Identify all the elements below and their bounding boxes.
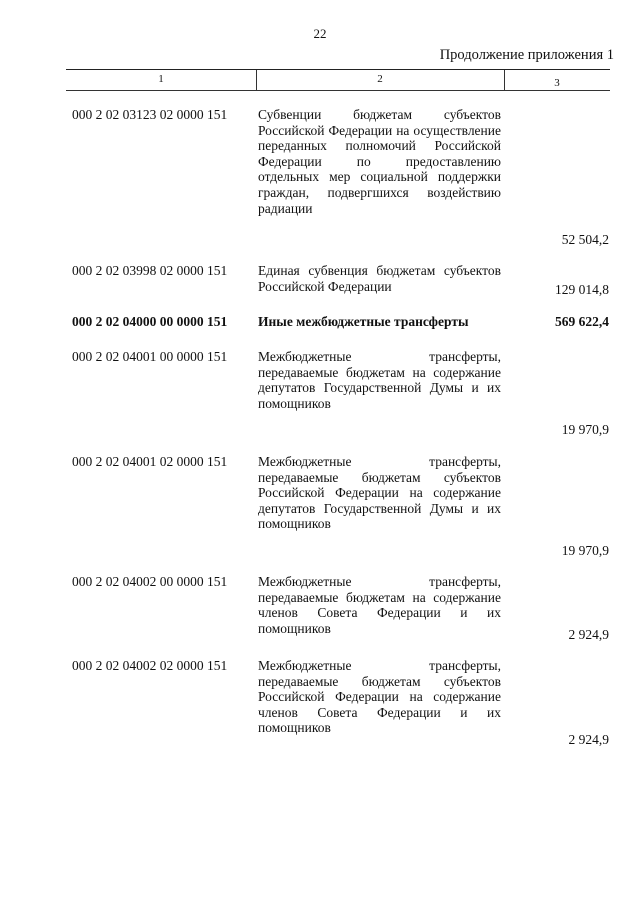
table-row (0, 349, 640, 439)
table-row (0, 454, 640, 558)
row-amount: 569 622,4 (555, 314, 609, 329)
income-code: 000 2 02 03998 02 0000 151 (72, 263, 228, 278)
row-description: Субвенции бюджетам субъектов Российской Федерации на осуществление переданных полномочий Российской Федерации по предоставлению отдельных мер социальной поддержки граждан, подвергшихся воздействию радиации (258, 107, 501, 216)
row-amount: 2 924,9 (568, 732, 609, 747)
table-row (0, 574, 640, 642)
table-header (66, 70, 610, 91)
row-amount: 19 970,9 (561, 422, 609, 437)
income-code: 000 2 02 04001 02 0000 151 (72, 454, 228, 469)
row-description: Единая субвенция бюджетам субъектов Российской Федерации (258, 263, 501, 294)
income-code: 000 2 02 04000 00 0000 151 (72, 314, 228, 329)
table-row-total (0, 314, 640, 332)
income-code: 000 2 02 04001 00 0000 151 (72, 349, 228, 364)
page-number: 22 (313, 26, 327, 41)
row-description: Иные межбюджетные трансферты (258, 314, 469, 329)
table-row (0, 658, 640, 748)
column-header-3: 3 (554, 77, 560, 89)
row-amount: 52 504,2 (561, 232, 609, 247)
table-row (0, 107, 640, 247)
column-header-1: 1 (158, 73, 164, 85)
row-amount: 129 014,8 (555, 282, 609, 297)
income-code: 000 2 02 04002 02 0000 151 (72, 658, 228, 673)
income-code: 000 2 02 03123 02 0000 151 (72, 107, 228, 122)
row-description: Межбюджетные трансферты, передаваемые бюджетам субъектов Российской Федерации на содержание членов Совета Федерации и их помощников (258, 658, 501, 736)
row-description: Межбюджетные трансферты, передаваемые бюджетам на содержание депутатов Государственной Думы и их помощников (258, 349, 501, 411)
income-code: 000 2 02 04002 00 0000 151 (72, 574, 228, 589)
column-header-2: 2 (377, 73, 383, 85)
row-description: Межбюджетные трансферты, передаваемые бюджетам субъектов Российской Федерации на содержание депутатов Государственной Думы и их помощников (258, 454, 501, 532)
row-description: Межбюджетные трансферты, передаваемые бюджетам на содержание членов Совета Федерации и их помощников (258, 574, 501, 636)
continuation-label: Продолжение приложения 1 (439, 47, 614, 63)
row-amount: 19 970,9 (561, 543, 609, 558)
table-row (0, 263, 640, 299)
row-amount: 2 924,9 (568, 627, 609, 642)
